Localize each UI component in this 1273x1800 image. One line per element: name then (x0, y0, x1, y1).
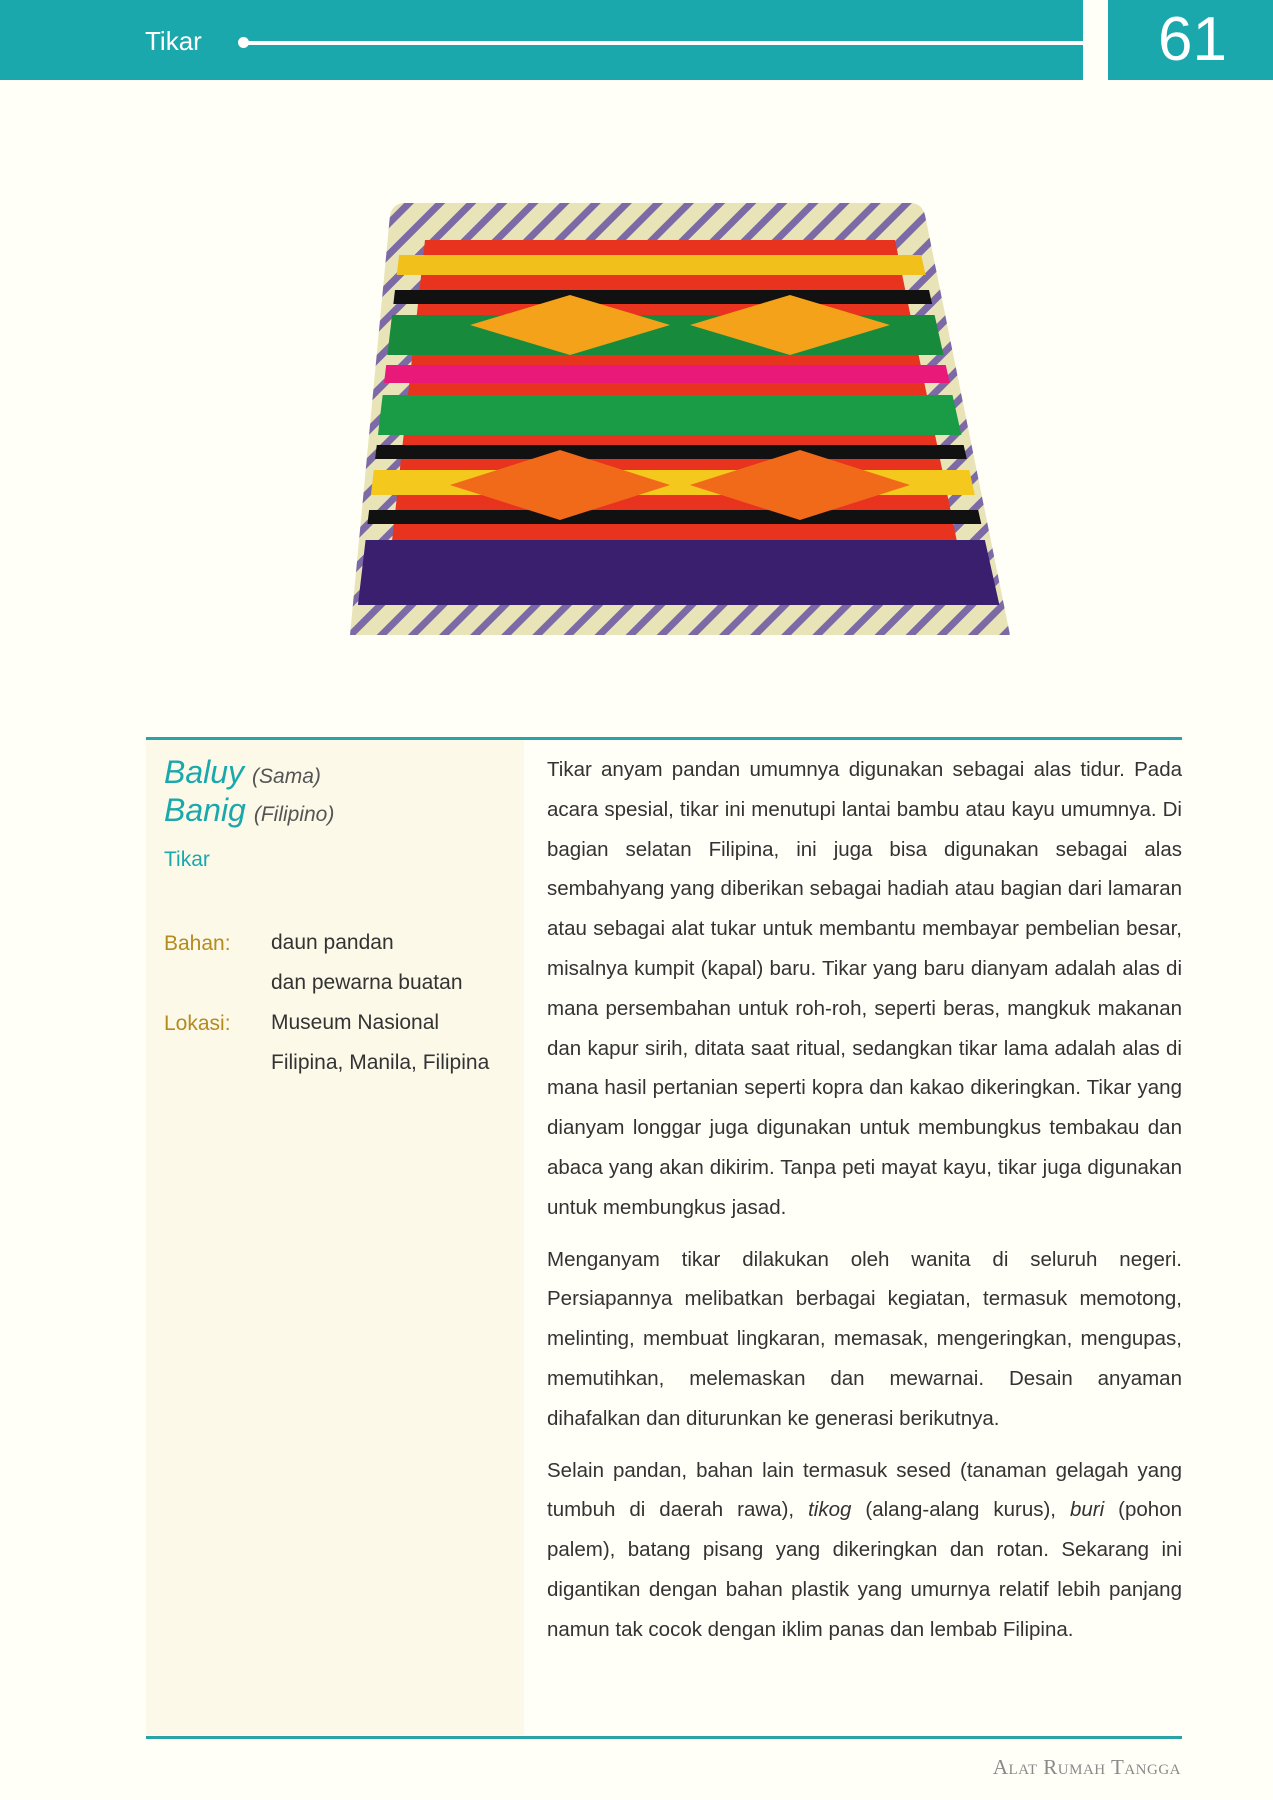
material-value (271, 923, 463, 1003)
page-number-box (1108, 0, 1273, 80)
paragraph-3 (547, 1451, 1182, 1650)
body-text (547, 750, 1182, 1662)
language-text: (Sama) (252, 765, 321, 788)
location-label: Lokasi: (164, 1012, 231, 1035)
info-panel (146, 740, 524, 1735)
text-span: (pohon palem), batang pisang yang dikeringkan dan rotan. Sekarang ini digantikan dengan bahan plastik yang umurnya relatif lebih panjang namun tak cocok dengan iklim panas dan lembab Filipina. (547, 1498, 1182, 1641)
footer-section: Alat Rumah Tangga (992, 1755, 1181, 1779)
local-name-2 (164, 792, 334, 829)
location-line: Filipina, Manila, Filipina (271, 1051, 490, 1074)
paragraph-2: Menganyam tikar dilakukan oleh wanita di seluruh negeri. Persiapannya melibatkan berbagai kegiatan, termasuk memotong, melinting, membuat lingkaran, memasak, mengeringkan, mengupas, memutihkan, melemaskan dan mewarnai. Desain anyaman dihafalkan dan diturunkan ke generasi berikutnya. (547, 1247, 1182, 1430)
italic-term: buri (1069, 1498, 1105, 1522)
location-line: Museum Nasional (271, 1011, 440, 1034)
language-text: (Filipino) (253, 803, 335, 826)
category: Tikar (164, 848, 210, 871)
bottom-rule (146, 1736, 1182, 1739)
text-span: (alang-alang kurus), (851, 1498, 1070, 1522)
text-span: Selain pandan, bahan lain termasuk sesed (tanaman gelagah yang tumbuh di daerah rawa), (547, 1458, 1182, 1522)
section-title: Tikar (145, 26, 202, 56)
page-number: 61 (1158, 5, 1227, 74)
header-bar (0, 0, 1083, 80)
material-label: Bahan: (164, 932, 231, 955)
mat-photo (350, 195, 1010, 640)
italic-term: tikog (808, 1498, 852, 1522)
material-line: dan pewarna buatan (271, 971, 463, 994)
header-line (244, 41, 1083, 45)
paragraph-1: Tikar anyam pandan umumnya digunakan sebagai alas tidur. Pada acara spesial, tikar ini menutupi lantai bambu atau kayu umumnya. Di bagian selatan Filipina, ini juga bisa digunakan sebagai alas sembahyang yang diberikan sebagai hadiah atau bagian dari lamaran atau sebagai alat tukar untuk membantu membayar pembelian besar, misalnya kumpit (kapal) baru. Tikar yang baru dianyam adalah alas di mana persembahan untuk roh-roh, seperti beras, mangkuk makanan dan kapur sirih, ditata saat ritual, sedangkan tikar lama adalah alas di mana hasil pertanian seperti kopra dan kakao dikeringkan. Tikar yang dianyam longgar juga digunakan untuk membungkus tembakau dan abaca yang akan dikirim. Tanpa peti mayat kayu, tikar juga digunakan untuk membungkus jasad. (547, 758, 1182, 1219)
name-text: Banig (164, 792, 246, 828)
name-text: Baluy (164, 754, 245, 790)
material-line: daun pandan (271, 931, 394, 954)
location-value (271, 1003, 489, 1083)
local-name-1 (164, 754, 321, 791)
